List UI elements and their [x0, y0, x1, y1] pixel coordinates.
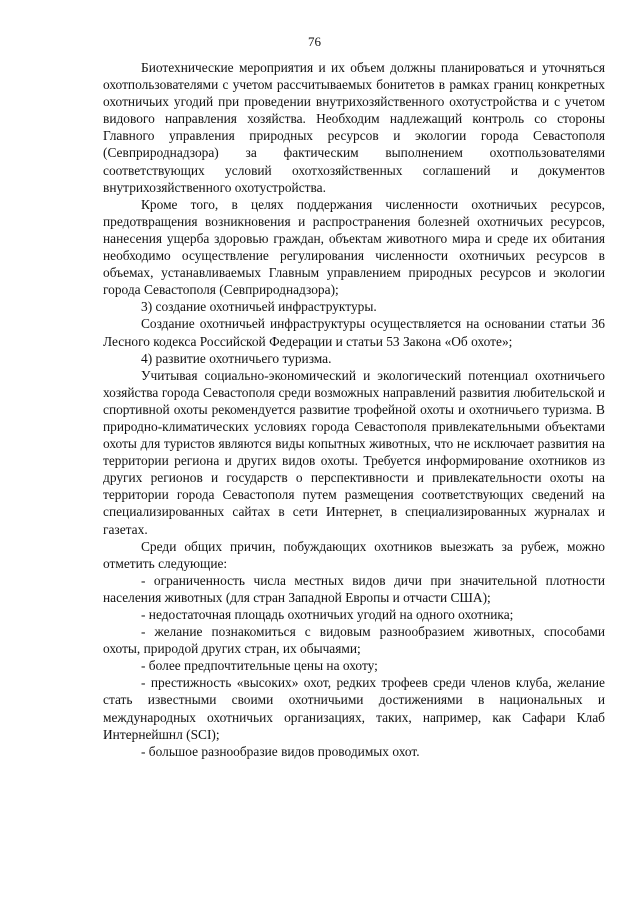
paragraph-tourism-potential: Учитывая социально-экономический и экологический потенциал охотничьего хозяйства города Севастополя среди возможных направлений развития любительской и спортивной охоты рекомендуется развитие трофейной охоты и охотничьего туризма. В природно-климатических условиях города Севастополя привлекательными объектами охоты для туристов являются виды копытных животных, что не исключает развития на территории региона и других видов охоты. Требуется информирование охотников из других регионов и государств о перспективности и привлекательности охоты на территории города Севастополя путем размещения соответствующих сведений на специализированных сайтах в сети Интернет, в специализированных журналах и газетах.: [103, 367, 605, 537]
paragraph-biotechnical-measures: Биотехнические мероприятия и их объем должны планироваться и уточняться охотпользователями с учетом рассчитываемых бонитетов в рамках границ конкретных охотничьих угодий при проведении внутрихозяйственного охотустройства и с учетом видового направления хозяйства. Необходим надлежащий контроль со стороны Главного управления природных ресурсов и экологии города Севастополя (Севприроднадзора) за фактическим выполнением охотпользователями соответствующих условий охотхозяйственных соглашений и документов внутрихозяйственного охотустройства.: [103, 60, 605, 195]
page-number: 76: [308, 34, 321, 49]
reason-hunt-variety: - большое разнообразие видов проводимых охот.: [141, 743, 420, 759]
reason-limited-species: - ограниченность числа местных видов дичи при значительной плотности населения животных (для стран Западной Европы и отчасти США);: [103, 572, 605, 605]
reason-prestige: - престижность «высоких» охот, редких трофеев среди членов клуба, желание стать известными своими охотничьими достижениями в национальных и международных охотничьих организациях, таких, например, как Сафари Клаб Интернейшнл (SCI);: [103, 675, 605, 742]
list-item-hunting-tourism: 4) развитие охотничьего туризма.: [141, 350, 332, 366]
paragraph-infrastructure-basis: Создание охотничьей инфраструктуры осуществляется на основании статьи 36 Лесного кодекса Российской Федерации и статьи 53 Закона «Об охоте»;: [103, 316, 605, 349]
list-item-infrastructure: 3) создание охотничьей инфраструктуры.: [141, 299, 377, 315]
paragraph-reasons-intro: Среди общих причин, побуждающих охотников выезжать за рубеж, можно отметить следующие:: [103, 538, 605, 571]
document-body: [103, 59, 605, 760]
reason-diversity-interest: - желание познакомиться с видовым разнообразием животных, способами охоты, природой других стран, их обычаями;: [103, 624, 605, 657]
reason-insufficient-area: - недостаточная площадь охотничьих угодий на одного охотника;: [141, 607, 514, 622]
reason-prices: - более предпочтительные цены на охоту;: [141, 658, 378, 674]
paragraph-population-regulation: Кроме того, в целях поддержания численности охотничьих ресурсов, предотвращения возникновения и распространения болезней охотничьих ресурсов, нанесения ущерба здоровью граждан, объектам животного мира и среде их обитания необходимо осуществление регулирования численности охотничьих ресурсов в объемах, устанавливаемых Главным управлением природных ресурсов и экологии города Севастополя (Севприроднадзора);: [103, 196, 605, 298]
